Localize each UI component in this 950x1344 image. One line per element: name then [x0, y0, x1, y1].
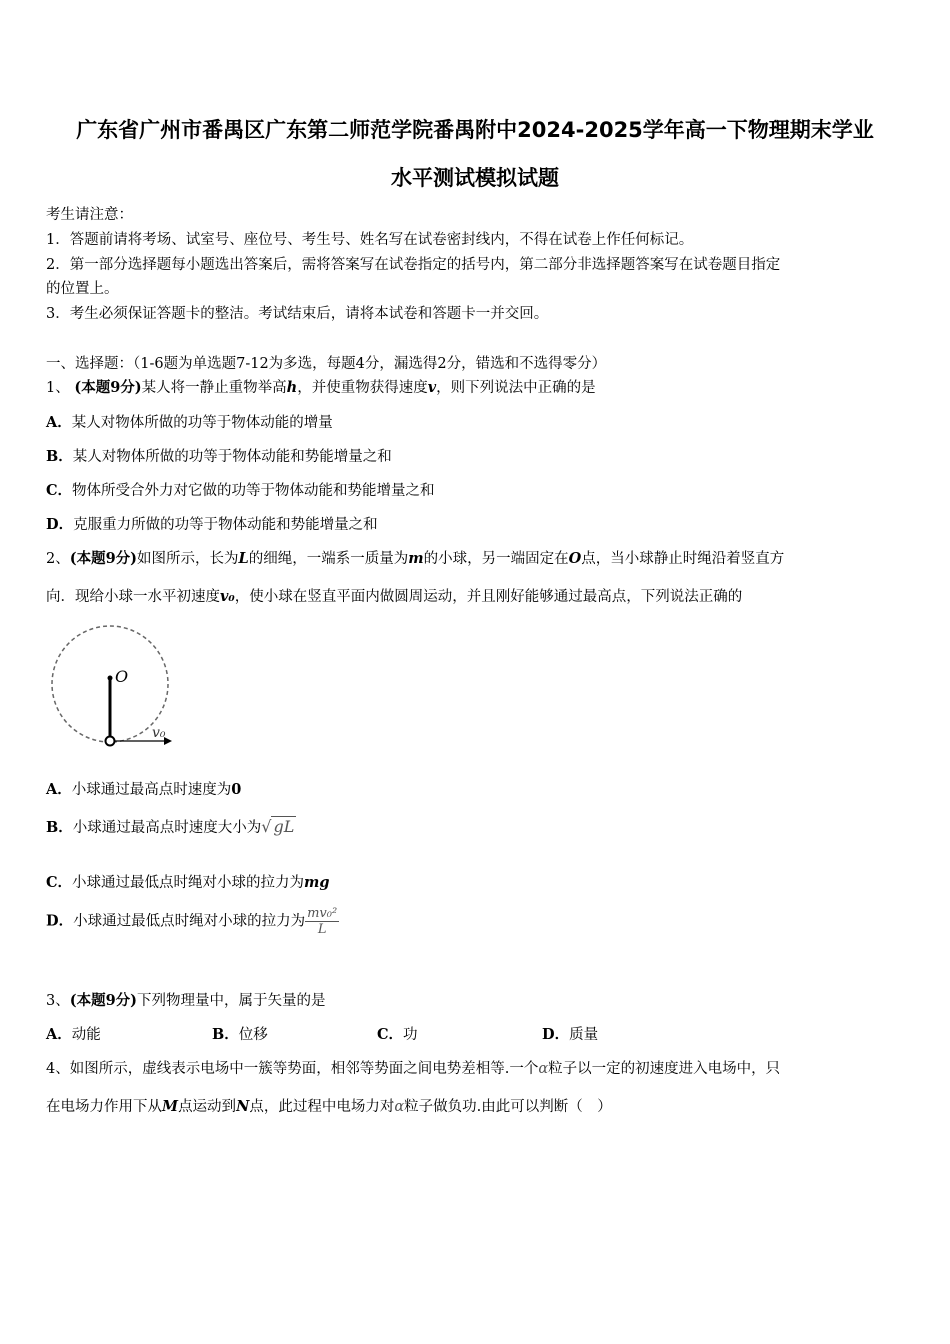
q2-option-c: [46, 871, 330, 892]
option-label: A．: [46, 414, 72, 431]
option-text: 小球通过最低点时绳对小球的拉力为: [72, 875, 305, 891]
stem-text: 点运动到: [178, 1099, 237, 1115]
option-text: 位移: [238, 1027, 268, 1043]
stem-text: 的细绳，一端系一质量为: [248, 551, 409, 567]
variable: v: [427, 379, 437, 396]
option-label: B．: [212, 1026, 239, 1043]
question-2-stem-line1: [46, 547, 784, 568]
question-3-stem: [46, 989, 326, 1010]
question-score: (本题9分): [69, 550, 138, 567]
notice-item-2: 2．第一部分选择题每小题选出答案后，需将答案写在试卷指定的括号内，第二部分非选择题答案写在试卷题目指定: [46, 257, 781, 273]
variable: M: [162, 1098, 179, 1115]
option-text: 质量: [569, 1027, 599, 1043]
option-text: 小球通过最高点时速度大小为: [72, 820, 262, 836]
option-text: 动能: [71, 1027, 101, 1043]
circular-motion-figure: [46, 620, 186, 754]
notice-item-2-cont: 的位置上。: [46, 281, 119, 297]
stem-text: 某人将一静止重物举高: [141, 380, 287, 396]
stem-text: ，并使重物获得速度: [297, 380, 428, 396]
option-label: A．: [46, 1026, 72, 1043]
question-score: (本题9分): [69, 992, 138, 1009]
option-text: 物体所受合外力对它做的功等于物体动能和势能增量之和: [72, 483, 435, 499]
option-text: 小球通过最低点时绳对小球的拉力为: [73, 913, 306, 930]
option-label: B．: [46, 819, 73, 836]
stem-text: 在电场力作用下从: [46, 1099, 162, 1115]
q3-option-a: [46, 1023, 101, 1044]
question-number: 1、: [46, 380, 70, 396]
option-label: C．: [46, 874, 73, 891]
label-v0: v₀: [152, 725, 166, 741]
stem-text: 点，此过程中电场力对: [249, 1099, 395, 1115]
option-label: C．: [46, 482, 73, 499]
option-label: D．: [542, 1026, 570, 1043]
label-O: O: [115, 667, 129, 686]
option-value: mg: [304, 874, 330, 891]
stem-text: 如图所示，虚线表示电场中一簇等势面，相邻等势面之间电势差相等.一个: [69, 1061, 539, 1077]
alpha-symbol: α: [538, 1061, 549, 1077]
page-title-line2: 水平测试模拟试题: [391, 166, 559, 190]
q1-option-d: [46, 513, 378, 534]
fraction-numerator: mv₀²: [307, 906, 338, 921]
variable: N: [236, 1098, 250, 1115]
option-text: 功: [403, 1027, 418, 1043]
q2-option-a: [46, 778, 241, 799]
sqrt-expression: √ gL: [261, 817, 295, 836]
option-label: A．: [46, 781, 72, 798]
option-text: 某人对物体所做的功等于物体动能的增量: [71, 415, 333, 431]
q1-option-a: [46, 411, 333, 432]
stem-text: 点，当小球静止时绳沿着竖直方: [581, 551, 785, 567]
question-1-stem: [46, 376, 596, 397]
stem-text: ，使小球在竖直平面内做圆周运动，并且刚好能够通过最高点，下列说法正确的: [234, 589, 743, 605]
circle-diagram: [46, 620, 186, 750]
q2-option-b: [46, 816, 296, 837]
q3-option-b: [212, 1023, 268, 1044]
variable: L: [238, 550, 249, 567]
variable: O: [568, 550, 582, 567]
question-number: 3、: [46, 993, 70, 1009]
fraction-denominator: L: [317, 922, 327, 937]
question-number: 4、: [46, 1061, 70, 1077]
question-2-stem-line2: [46, 585, 742, 606]
page-title-line1: 广东省广州市番禺区广东第二师范学院番禺附中2024-2025学年高一下物理期末学业: [76, 118, 874, 142]
option-text: 克服重力所做的功等于物体动能和势能增量之和: [73, 517, 378, 533]
option-text: 小球通过最高点时速度为: [71, 782, 232, 798]
stem-text: 的小球，另一端固定在: [423, 551, 569, 567]
variable: m: [408, 550, 424, 567]
sqrt-content: gL: [273, 817, 295, 836]
question-4-stem-line2: [46, 1095, 612, 1116]
pivot-point: [108, 676, 113, 681]
option-text: 某人对物体所做的功等于物体动能和势能增量之和: [72, 449, 392, 465]
alpha-symbol: α: [394, 1099, 405, 1115]
variable: h: [286, 379, 298, 396]
stem-text: 粒子做负功.由此可以判断（ ）: [404, 1099, 612, 1115]
option-label: C．: [377, 1026, 404, 1043]
q1-option-b: [46, 445, 392, 466]
stem-text: 向．现给小球一水平初速度: [46, 589, 220, 605]
stem-text: 粒子以一定的初速度进入电场中，只: [548, 1061, 781, 1077]
q1-option-c: [46, 479, 435, 500]
q2-option-d: [46, 906, 339, 937]
notice-heading: 考生请注意：: [46, 207, 133, 223]
option-value: 0: [231, 781, 242, 798]
option-label: D．: [46, 516, 74, 533]
question-number: 2、: [46, 551, 70, 567]
stem-text: ，则下列说法中正确的是: [436, 380, 596, 396]
q3-option-d: [542, 1023, 598, 1044]
option-label: B．: [46, 448, 73, 465]
variable: v₀: [220, 588, 235, 605]
stem-text: 如图所示，长为: [137, 551, 239, 567]
question-score: (本题9分): [74, 379, 142, 396]
question-4-stem-line1: [46, 1057, 780, 1078]
notice-item-1: 1．答题前请将考场、试室号、座位号、考生号、姓名写在试卷密封线内，不得在试卷上作任何标记。: [46, 232, 694, 248]
notice-item-3: 3．考生必须保证答题卡的整洁。考试结束后，请将本试卷和答题卡一并交回。: [46, 306, 549, 322]
ball: [106, 737, 115, 746]
section-heading: 一、选择题：（1-6题为单选题7-12为多选，每题4分，漏选得2分，错选和不选得零分）: [46, 356, 607, 372]
stem-text: 下列物理量中，属于矢量的是: [137, 993, 326, 1009]
q3-option-c: [377, 1023, 418, 1044]
fraction: [305, 906, 339, 937]
option-label: D．: [46, 912, 74, 930]
